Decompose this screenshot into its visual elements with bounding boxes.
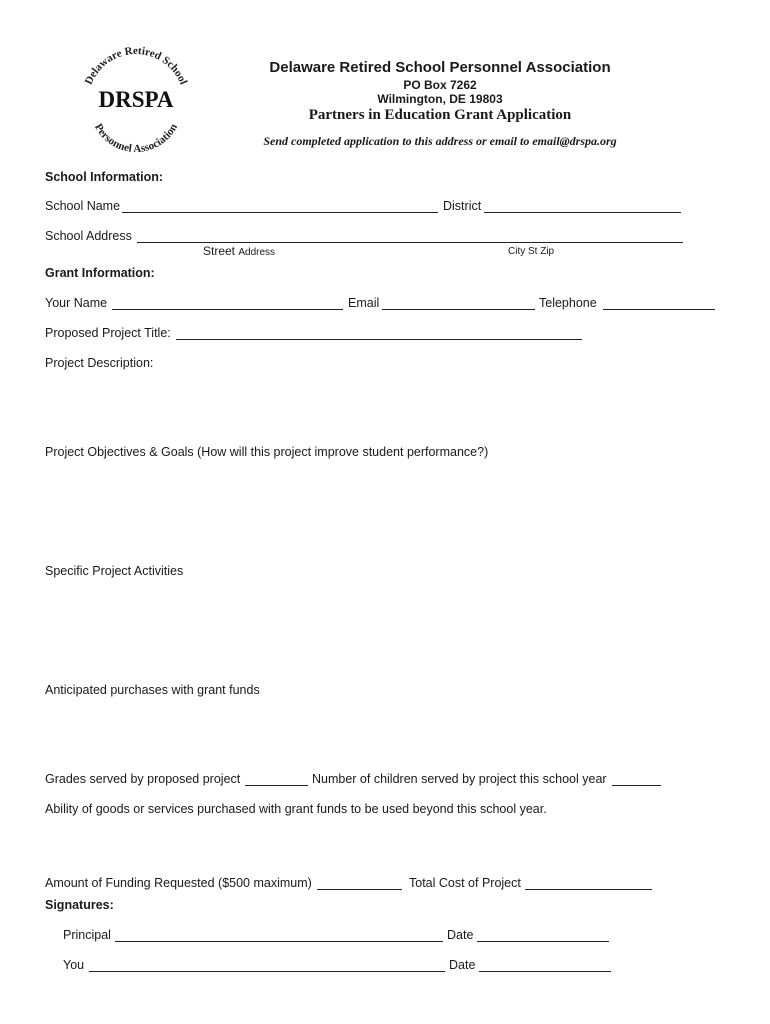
funding-field[interactable] [317,889,402,890]
principal-date-label: Date [447,928,474,942]
city-state-zip: Wilmington, DE 19803 [377,92,503,106]
instructions: Send completed application to this address or email to email@drspa.org [263,134,617,148]
district-label: District [443,199,482,213]
telephone-field[interactable] [603,309,715,310]
school-address-field[interactable] [137,242,683,243]
address-word: Address [238,247,276,258]
school-name-label: School Name [45,199,121,213]
city-st-zip-caption: City St Zip [508,246,555,257]
project-description-label: Project Description: [45,356,154,370]
drspa-logo [76,40,196,160]
district-field[interactable] [484,212,681,213]
email-label: Email [348,296,380,310]
objectives-label: Project Objectives & Goals (How will this project improve student performance?) [45,445,489,459]
you-date-label: Date [449,958,476,972]
you-date-field[interactable] [479,971,611,972]
form-title: Partners in Education Grant Application [308,107,572,123]
school-info-heading: School Information: [45,170,164,184]
children-field[interactable] [612,785,661,786]
your-name-label: Your Name [45,296,108,310]
you-label: You [63,958,85,972]
grant-info-heading: Grant Information: [45,266,155,280]
principal-date-field[interactable] [477,941,609,942]
signatures-heading: Signatures: [45,898,114,912]
svg-text:Personnel Association [92,122,180,155]
email-field[interactable] [382,309,535,310]
project-title-field[interactable] [176,339,582,340]
your-name-field[interactable] [112,309,343,310]
you-signature-field[interactable] [89,971,445,972]
principal-label: Principal [63,928,111,942]
funding-label: Amount of Funding Requested ($500 maximum) [45,876,312,890]
logo-ring-bottom-text: Personnel Association [91,121,181,156]
school-name-field[interactable] [122,212,438,213]
logo-main-text: DRSPA [98,87,174,112]
street-address-caption [203,244,275,258]
logo-ring-top-text: Delaware Retired School [82,44,190,87]
po-box: PO Box 7262 [403,78,477,92]
total-cost-label: Total Cost of Project [409,876,521,890]
total-cost-field[interactable] [525,889,652,890]
children-label: Number of children served by project this school year [312,772,607,786]
street-word: Street [203,244,236,258]
telephone-label: Telephone [539,296,597,310]
activities-label: Specific Project Activities [45,564,184,578]
principal-signature-field[interactable] [115,941,443,942]
ability-label: Ability of goods or services purchased with grant funds to be used beyond this school year. [45,802,547,816]
svg-text:Delaware Retired School [83,45,190,87]
purchases-label: Anticipated purchases with grant funds [45,683,260,697]
project-title-label: Proposed Project Title: [45,326,171,340]
grades-label: Grades served by proposed project [45,772,241,786]
school-address-label: School Address [45,229,132,243]
grades-field[interactable] [245,785,308,786]
org-name: Delaware Retired School Personnel Association [269,59,611,76]
